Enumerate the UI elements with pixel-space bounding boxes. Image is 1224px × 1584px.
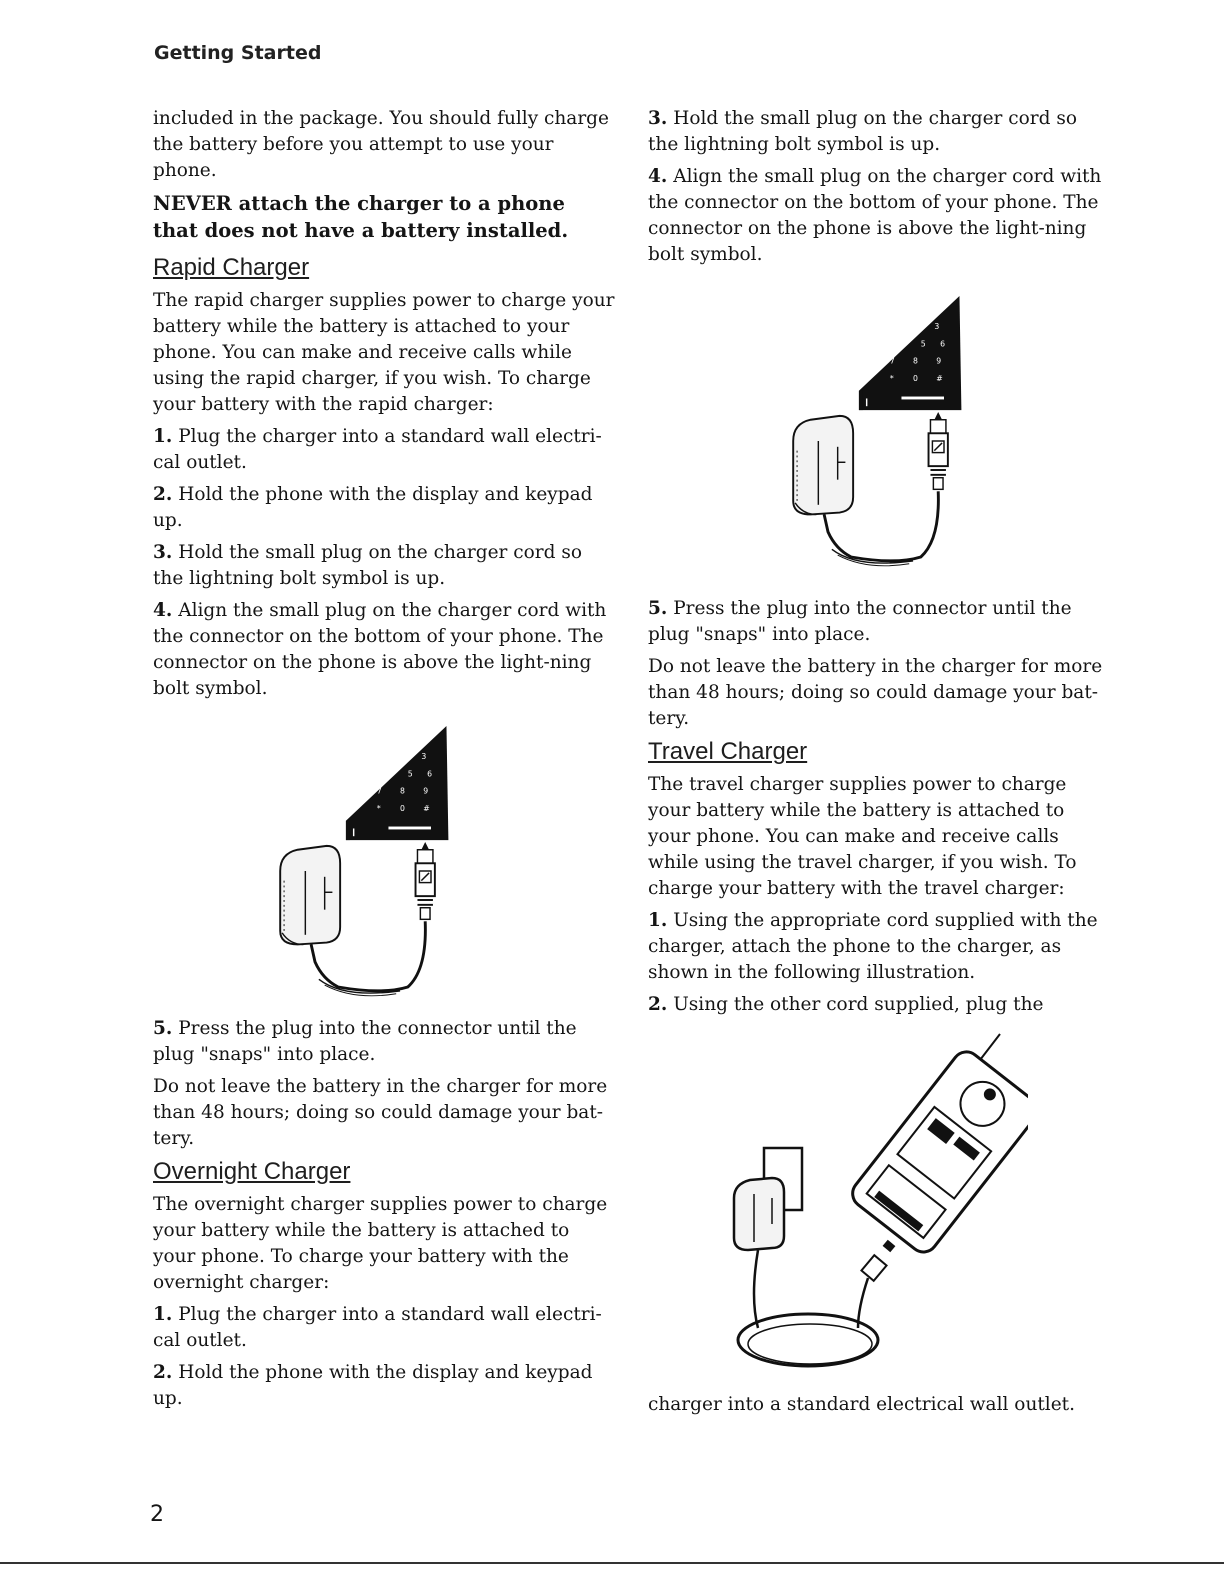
travel-step-2-continuation: charger into a standard electrical wall outlet. — [648, 1394, 1075, 1415]
rapid-battery-note: Do not leave the battery in the charger for more than 48 hours; doing so could damage your bat-tery. — [153, 1076, 608, 1149]
step-number: 1. — [153, 1304, 173, 1325]
step-text: Hold the phone with the display and keypad up. — [153, 1362, 593, 1409]
left-column — [153, 106, 615, 1418]
step-text: Align the small plug on the charger cord with the connector on the bottom of your phone. The connector on the phone is above the light-ning bolt symbol. — [648, 166, 1102, 265]
page-number: 2 — [150, 1502, 164, 1527]
rapid-step-2 — [153, 482, 615, 534]
step-number: 5. — [648, 598, 668, 619]
rapid-step-5 — [153, 1016, 615, 1068]
overnight-charger-heading: Overnight Charger — [153, 1158, 351, 1185]
travel-step-2 — [648, 992, 1110, 1018]
right-column — [648, 106, 1110, 1424]
step-number: 3. — [153, 542, 173, 563]
travel-charger-body: The travel charger supplies power to charge your battery while the battery is attached to your phone. You can make and receive calls while using the travel charger, if you wish. To charge your battery with the travel charger: — [648, 774, 1077, 899]
bottom-rule — [0, 1562, 1224, 1564]
overnight-charger-illustration — [786, 296, 986, 586]
step-text: Hold the phone with the display and keypad up. — [153, 484, 593, 531]
step-text: Press the plug into the connector until the plug "snaps" into place. — [153, 1018, 577, 1065]
step-number: 2. — [153, 484, 173, 505]
step-text: Plug the charger into a standard wall electri-cal outlet. — [153, 1304, 602, 1351]
intro-paragraph: included in the package. You should fully charge the battery before you attempt to use your phone. — [153, 108, 609, 181]
rapid-step-4 — [153, 598, 615, 702]
step-number: 2. — [153, 1362, 173, 1383]
step-number: 3. — [648, 108, 668, 129]
overnight-step-2 — [153, 1360, 615, 1412]
rapid-charger-illustration — [273, 726, 473, 1016]
step-text: Press the plug into the connector until the plug "snaps" into place. — [648, 598, 1072, 645]
step-number: 1. — [648, 910, 668, 931]
rapid-step-3 — [153, 540, 615, 592]
step-text: Hold the small plug on the charger cord so the lightning bolt symbol is up. — [153, 542, 582, 589]
rapid-step-1 — [153, 424, 615, 476]
step-number: 2. — [648, 994, 668, 1015]
travel-charger-heading: Travel Charger — [648, 738, 808, 765]
step-number: 5. — [153, 1018, 173, 1039]
travel-step-1 — [648, 908, 1110, 986]
step-text: Plug the charger into a standard wall electri-cal outlet. — [153, 426, 602, 473]
step-number: 1. — [153, 426, 173, 447]
step-text: Hold the small plug on the charger cord so the lightning bolt symbol is up. — [648, 108, 1077, 155]
step-number: 4. — [153, 600, 173, 621]
overnight-step-4 — [648, 164, 1110, 268]
overnight-battery-note: Do not leave the battery in the charger for more than 48 hours; doing so could damage your bat-tery. — [648, 656, 1103, 729]
overnight-step-3 — [648, 106, 1110, 158]
step-text: Using the appropriate cord supplied with the charger, attach the phone to the charger, as shown in the following illustration. — [648, 910, 1098, 983]
overnight-step-5 — [648, 596, 1110, 648]
travel-charger-illustration — [728, 1028, 1028, 1388]
overnight-charger-body: The overnight charger supplies power to charge your battery while the battery is attached to your phone. To charge your battery with the overnight charger: — [153, 1194, 608, 1293]
rapid-charger-body: The rapid charger supplies power to charge your battery while the battery is attached to your phone. You can make and receive calls while using the rapid charger, if you wish. To charge your battery with the rapid charger: — [153, 290, 615, 415]
step-number: 4. — [648, 166, 668, 187]
running-head: Getting Started — [154, 42, 322, 64]
rapid-charger-heading: Rapid Charger — [153, 254, 310, 281]
warning-paragraph: NEVER attach the charger to a phone that does not have a battery installed. — [153, 192, 569, 242]
overnight-step-1 — [153, 1302, 615, 1354]
step-text: Align the small plug on the charger cord with the connector on the bottom of your phone. The connector on the phone is above the light-ning bolt symbol. — [153, 600, 607, 699]
step-text: Using the other cord supplied, plug the — [673, 994, 1044, 1015]
